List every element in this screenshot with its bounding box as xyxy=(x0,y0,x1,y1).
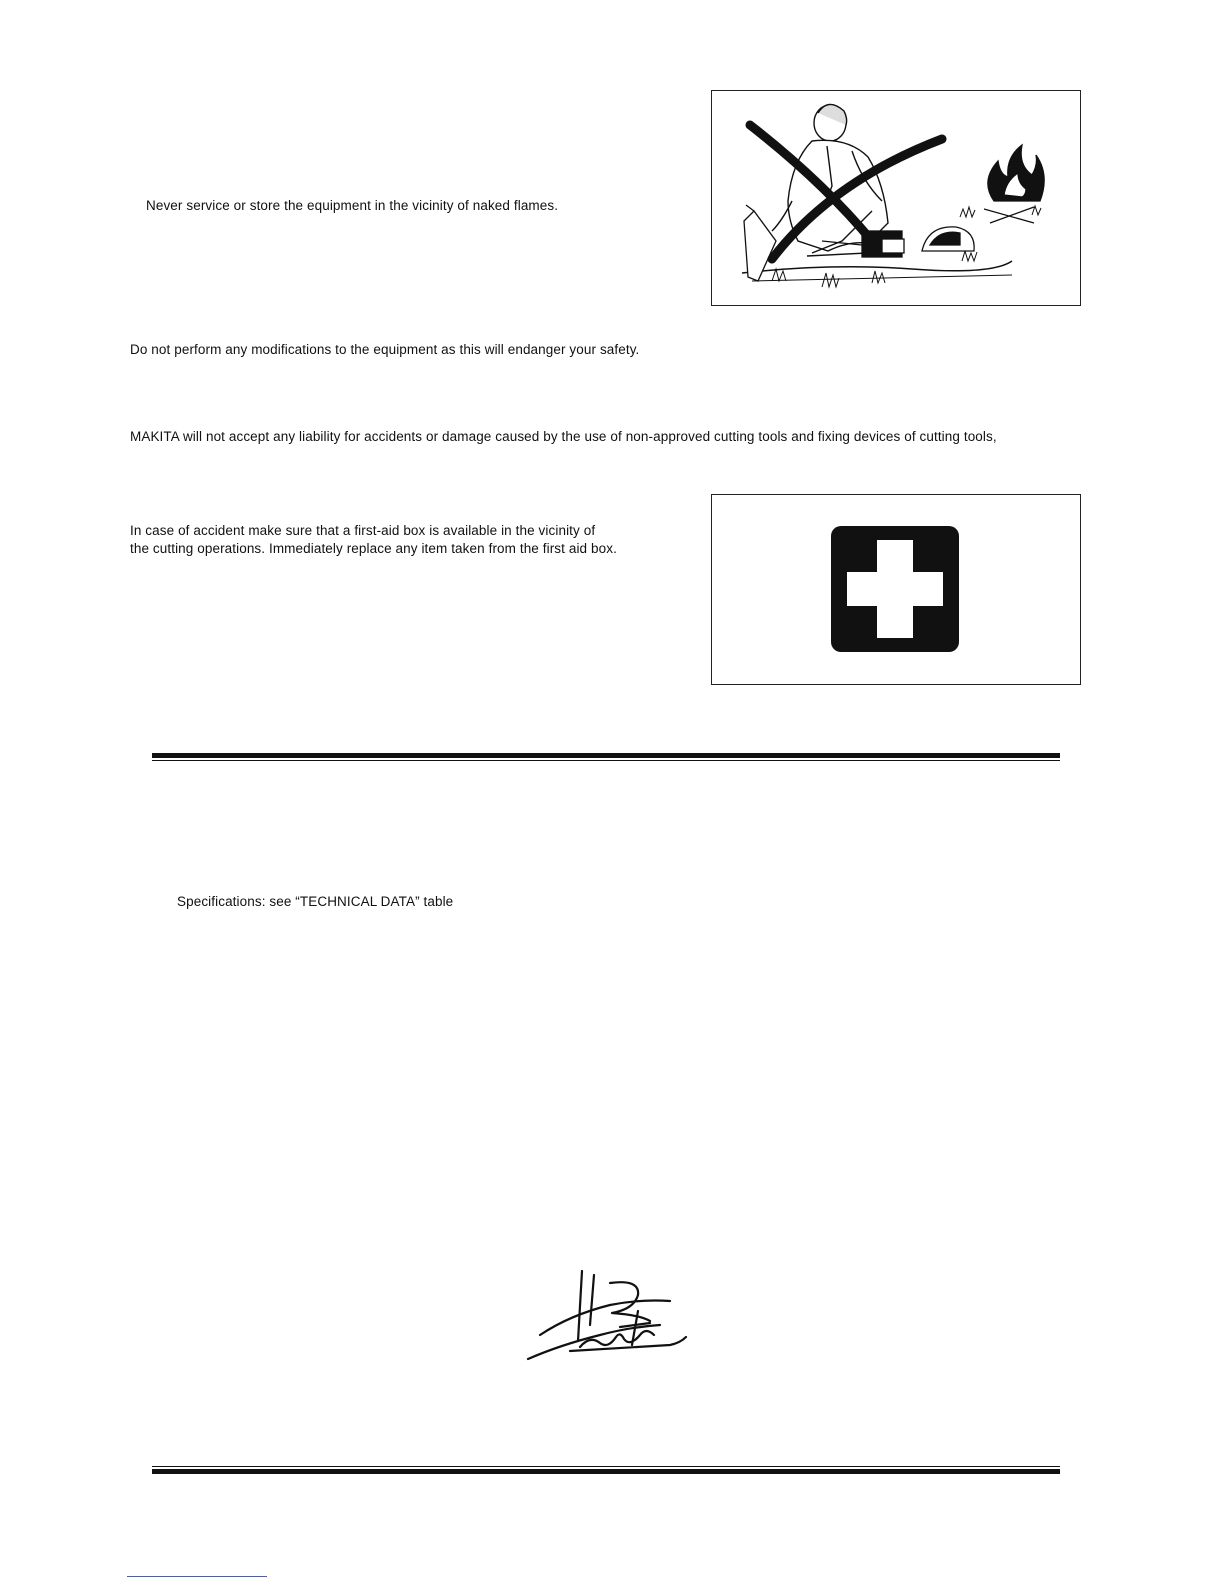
no-flames-illustration xyxy=(712,91,1080,305)
first-aid-cross-icon xyxy=(712,495,1080,684)
first-aid-text-line-2: the cutting operations. Immediately replace any item taken from the first aid box. xyxy=(130,541,617,556)
warning-modifications-text: Do not perform any modifications to the equipment as this will endanger your safety. xyxy=(130,342,640,357)
first-aid-text-line-1: In case of accident make sure that a first-aid box is available in the vicinity of xyxy=(130,523,596,538)
page-bottom-underline xyxy=(127,1576,267,1577)
warning-flames-text: Never service or store the equipment in the vicinity of naked flames. xyxy=(146,198,559,213)
section-divider xyxy=(152,753,1060,761)
footer-divider xyxy=(152,1466,1060,1474)
first-aid-frame xyxy=(711,494,1081,685)
specifications-text: Specifications: see “TECHNICAL DATA” table xyxy=(177,894,454,909)
liability-notice-text: MAKITA will not accept any liability for accidents or damage caused by the use of non-approved cutting tools and fixing devices of cutting tools, xyxy=(130,429,997,444)
signature xyxy=(520,1265,695,1365)
no-flames-illustration-frame xyxy=(711,90,1081,306)
